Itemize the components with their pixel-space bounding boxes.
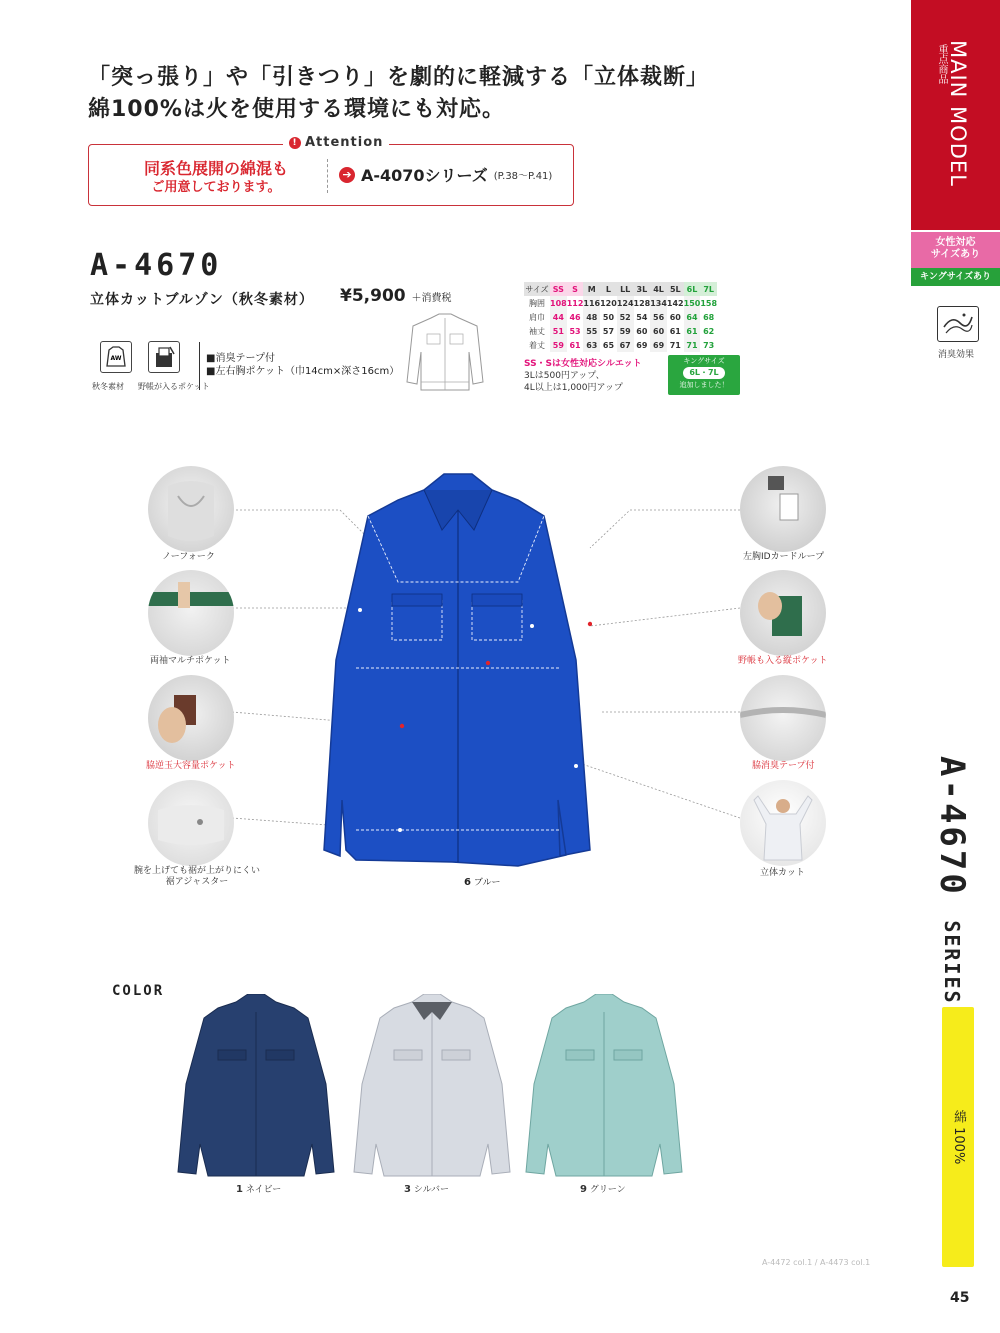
cell: 60: [650, 324, 667, 338]
exclamation-icon: !: [289, 137, 301, 149]
cell: 68: [703, 312, 715, 322]
size-header-label: サイズ: [524, 282, 550, 296]
detail-label: 立体カット: [760, 868, 805, 878]
main-color-label: [464, 875, 500, 888]
color-label-green: [580, 1182, 626, 1195]
color-name: ネイビー: [245, 1185, 282, 1195]
cell: 150: [684, 296, 701, 310]
cell: 48: [583, 310, 600, 324]
color-label-navy: [236, 1182, 281, 1195]
detail-deodor-tape: [740, 675, 826, 761]
cell: 63: [583, 338, 600, 352]
detail-label-line: 腕を上げても裾が上がりにくい: [134, 866, 261, 876]
row-label: 肩巾: [529, 312, 545, 322]
cell: 62: [703, 326, 715, 336]
cell: 46: [569, 312, 581, 322]
cell: 60: [669, 312, 681, 322]
size-note-women: SS・Sは女性対応シルエット: [524, 359, 642, 369]
row-label: 着丈: [529, 340, 545, 350]
main-color-number: 6: [464, 877, 471, 888]
price-tax: ＋消費税: [411, 293, 452, 304]
color-swatch-silver[interactable]: [352, 994, 512, 1179]
cell: 67: [617, 338, 634, 352]
king-box-title: キングサイズ: [683, 357, 725, 365]
cell: 116: [583, 296, 600, 310]
material-label: 綿 100%: [951, 1110, 966, 1165]
size-col: LL: [617, 282, 634, 296]
detail-sleeve-pocket: [148, 570, 234, 656]
cell: 52: [617, 310, 634, 324]
detail-label: 野帳も入る縦ポケット: [738, 656, 828, 666]
arrow-right-icon: ➔: [339, 167, 355, 183]
detail-side-pocket: [148, 675, 234, 761]
cell: 55: [583, 324, 600, 338]
main-jacket-image: [322, 470, 592, 870]
feature-item: ■消臭テープ付: [206, 353, 275, 364]
color-section-title: COLOR: [112, 983, 165, 999]
color-name: グリーン: [589, 1185, 626, 1195]
cell: 142: [666, 298, 684, 308]
price-value: ¥5,900: [340, 286, 406, 306]
king-size-badge: キングサイズあり: [911, 268, 1000, 286]
cell: 64: [684, 310, 701, 324]
attention-series: A-4070シリーズ: [361, 166, 488, 185]
cell: 51: [550, 324, 567, 338]
women-badge-line-2: サイズあり: [930, 249, 981, 260]
series-word: SERIES: [940, 920, 964, 1005]
detail-label: 両袖マルチポケット: [150, 656, 231, 666]
size-note-line: 4L以上は1,000円アップ: [524, 383, 623, 393]
cell: 61: [569, 340, 581, 350]
row-label: 胸囲: [529, 298, 545, 308]
detail-id-loop: [740, 466, 826, 552]
row-label: 袖丈: [529, 326, 545, 336]
feature-caption-notebook: 野帳が入るポケット: [138, 382, 210, 391]
feature-caption-aw: 秋冬素材: [92, 382, 124, 391]
main-color-name: ブルー: [473, 878, 501, 888]
feature-item: ■左右胸ポケット（巾14cm×深さ16cm）: [206, 366, 400, 377]
detail-label: 脇消臭テープ付: [752, 761, 815, 771]
size-col: 7L: [700, 282, 717, 296]
king-box-note: 追加しました！: [679, 381, 729, 389]
main-model-label: MAIN MODEL: [946, 40, 970, 187]
detail-label-hem: [134, 866, 260, 888]
attention-text: Attention: [305, 135, 384, 150]
cell: 65: [602, 340, 615, 350]
cell: 44: [550, 310, 567, 324]
headline-line-1: 「突っ張り」や「引きつり」を劇的に軽減する「立体裁断」: [88, 65, 710, 90]
aw-badge-text: AW: [110, 355, 122, 362]
cell: 56: [650, 310, 667, 324]
size-note-line: 3Lは500円アップ、: [524, 371, 605, 381]
product-name: 立体カットブルゾン（秋冬素材）: [90, 292, 314, 308]
cell: 59: [617, 324, 634, 338]
detail-label: 左胸IDカードループ: [743, 552, 825, 562]
color-swatch-green[interactable]: [524, 994, 684, 1179]
detail-3d-cut: [740, 780, 826, 866]
cell: 69: [636, 340, 648, 350]
cell: 108: [550, 296, 567, 310]
model-number: A-4670: [90, 248, 223, 283]
king-box-sizes: 6L・7L: [683, 367, 724, 379]
color-name: シルバー: [413, 1185, 449, 1195]
color-label-silver: [404, 1182, 449, 1195]
cell: 128: [633, 298, 651, 308]
cell: 57: [602, 326, 615, 336]
headline-line-2: 綿100%は火を使用する環境にも対応。: [88, 97, 505, 122]
cell: 158: [700, 298, 718, 308]
attention-pages: (P.38〜P.41): [493, 171, 553, 182]
detail-label: 脇逆玉大容量ポケット: [146, 761, 236, 771]
size-col: S: [567, 282, 584, 296]
cell: 120: [600, 298, 617, 308]
series-model: A-4670: [932, 756, 972, 897]
color-number: 3: [404, 1184, 411, 1195]
cell: 124: [617, 296, 634, 310]
detail-hem-adjuster: [148, 780, 234, 866]
cell: 73: [703, 340, 715, 350]
size-col: SS: [550, 282, 567, 296]
size-col: 5L: [667, 282, 684, 296]
cell: 61: [684, 324, 701, 338]
page-number: 45: [950, 1290, 970, 1306]
main-model-sub: 重点商品: [936, 44, 947, 84]
size-col: M: [583, 282, 600, 296]
detail-norfolk: [148, 466, 234, 552]
size-col: 6L: [684, 282, 701, 296]
women-badge-line-1: 女性対応: [935, 237, 976, 248]
cell: 71: [669, 340, 681, 350]
cell: 134: [650, 296, 667, 310]
deodorant-label: 消臭効果: [938, 350, 975, 360]
cell: 59: [550, 338, 567, 352]
cell: 112: [566, 298, 584, 308]
size-col: L: [600, 282, 617, 296]
attention-left-line-1: 同系色展開の綿混も: [143, 159, 288, 178]
cell: 71: [684, 338, 701, 352]
cell: 61: [669, 326, 681, 336]
cell: 53: [569, 326, 581, 336]
color-swatch-navy[interactable]: [176, 994, 336, 1179]
attention-left-line-2: ご用意しております。: [151, 180, 281, 195]
cell: 69: [650, 338, 667, 352]
size-col: 3L: [634, 282, 651, 296]
detail-vertical-pocket: [740, 570, 826, 656]
cell: 54: [636, 312, 648, 322]
size-col: 4L: [650, 282, 667, 296]
detail-label-line: 裾アジャスター: [165, 877, 229, 887]
cell: 50: [602, 312, 615, 322]
detail-label: ノーフォーク: [162, 552, 215, 562]
color-number: 1: [236, 1184, 243, 1195]
cell: 60: [636, 326, 648, 336]
color-number: 9: [580, 1184, 587, 1195]
footnote: A-4472 col.1 / A-4473 col.1: [762, 1258, 871, 1267]
